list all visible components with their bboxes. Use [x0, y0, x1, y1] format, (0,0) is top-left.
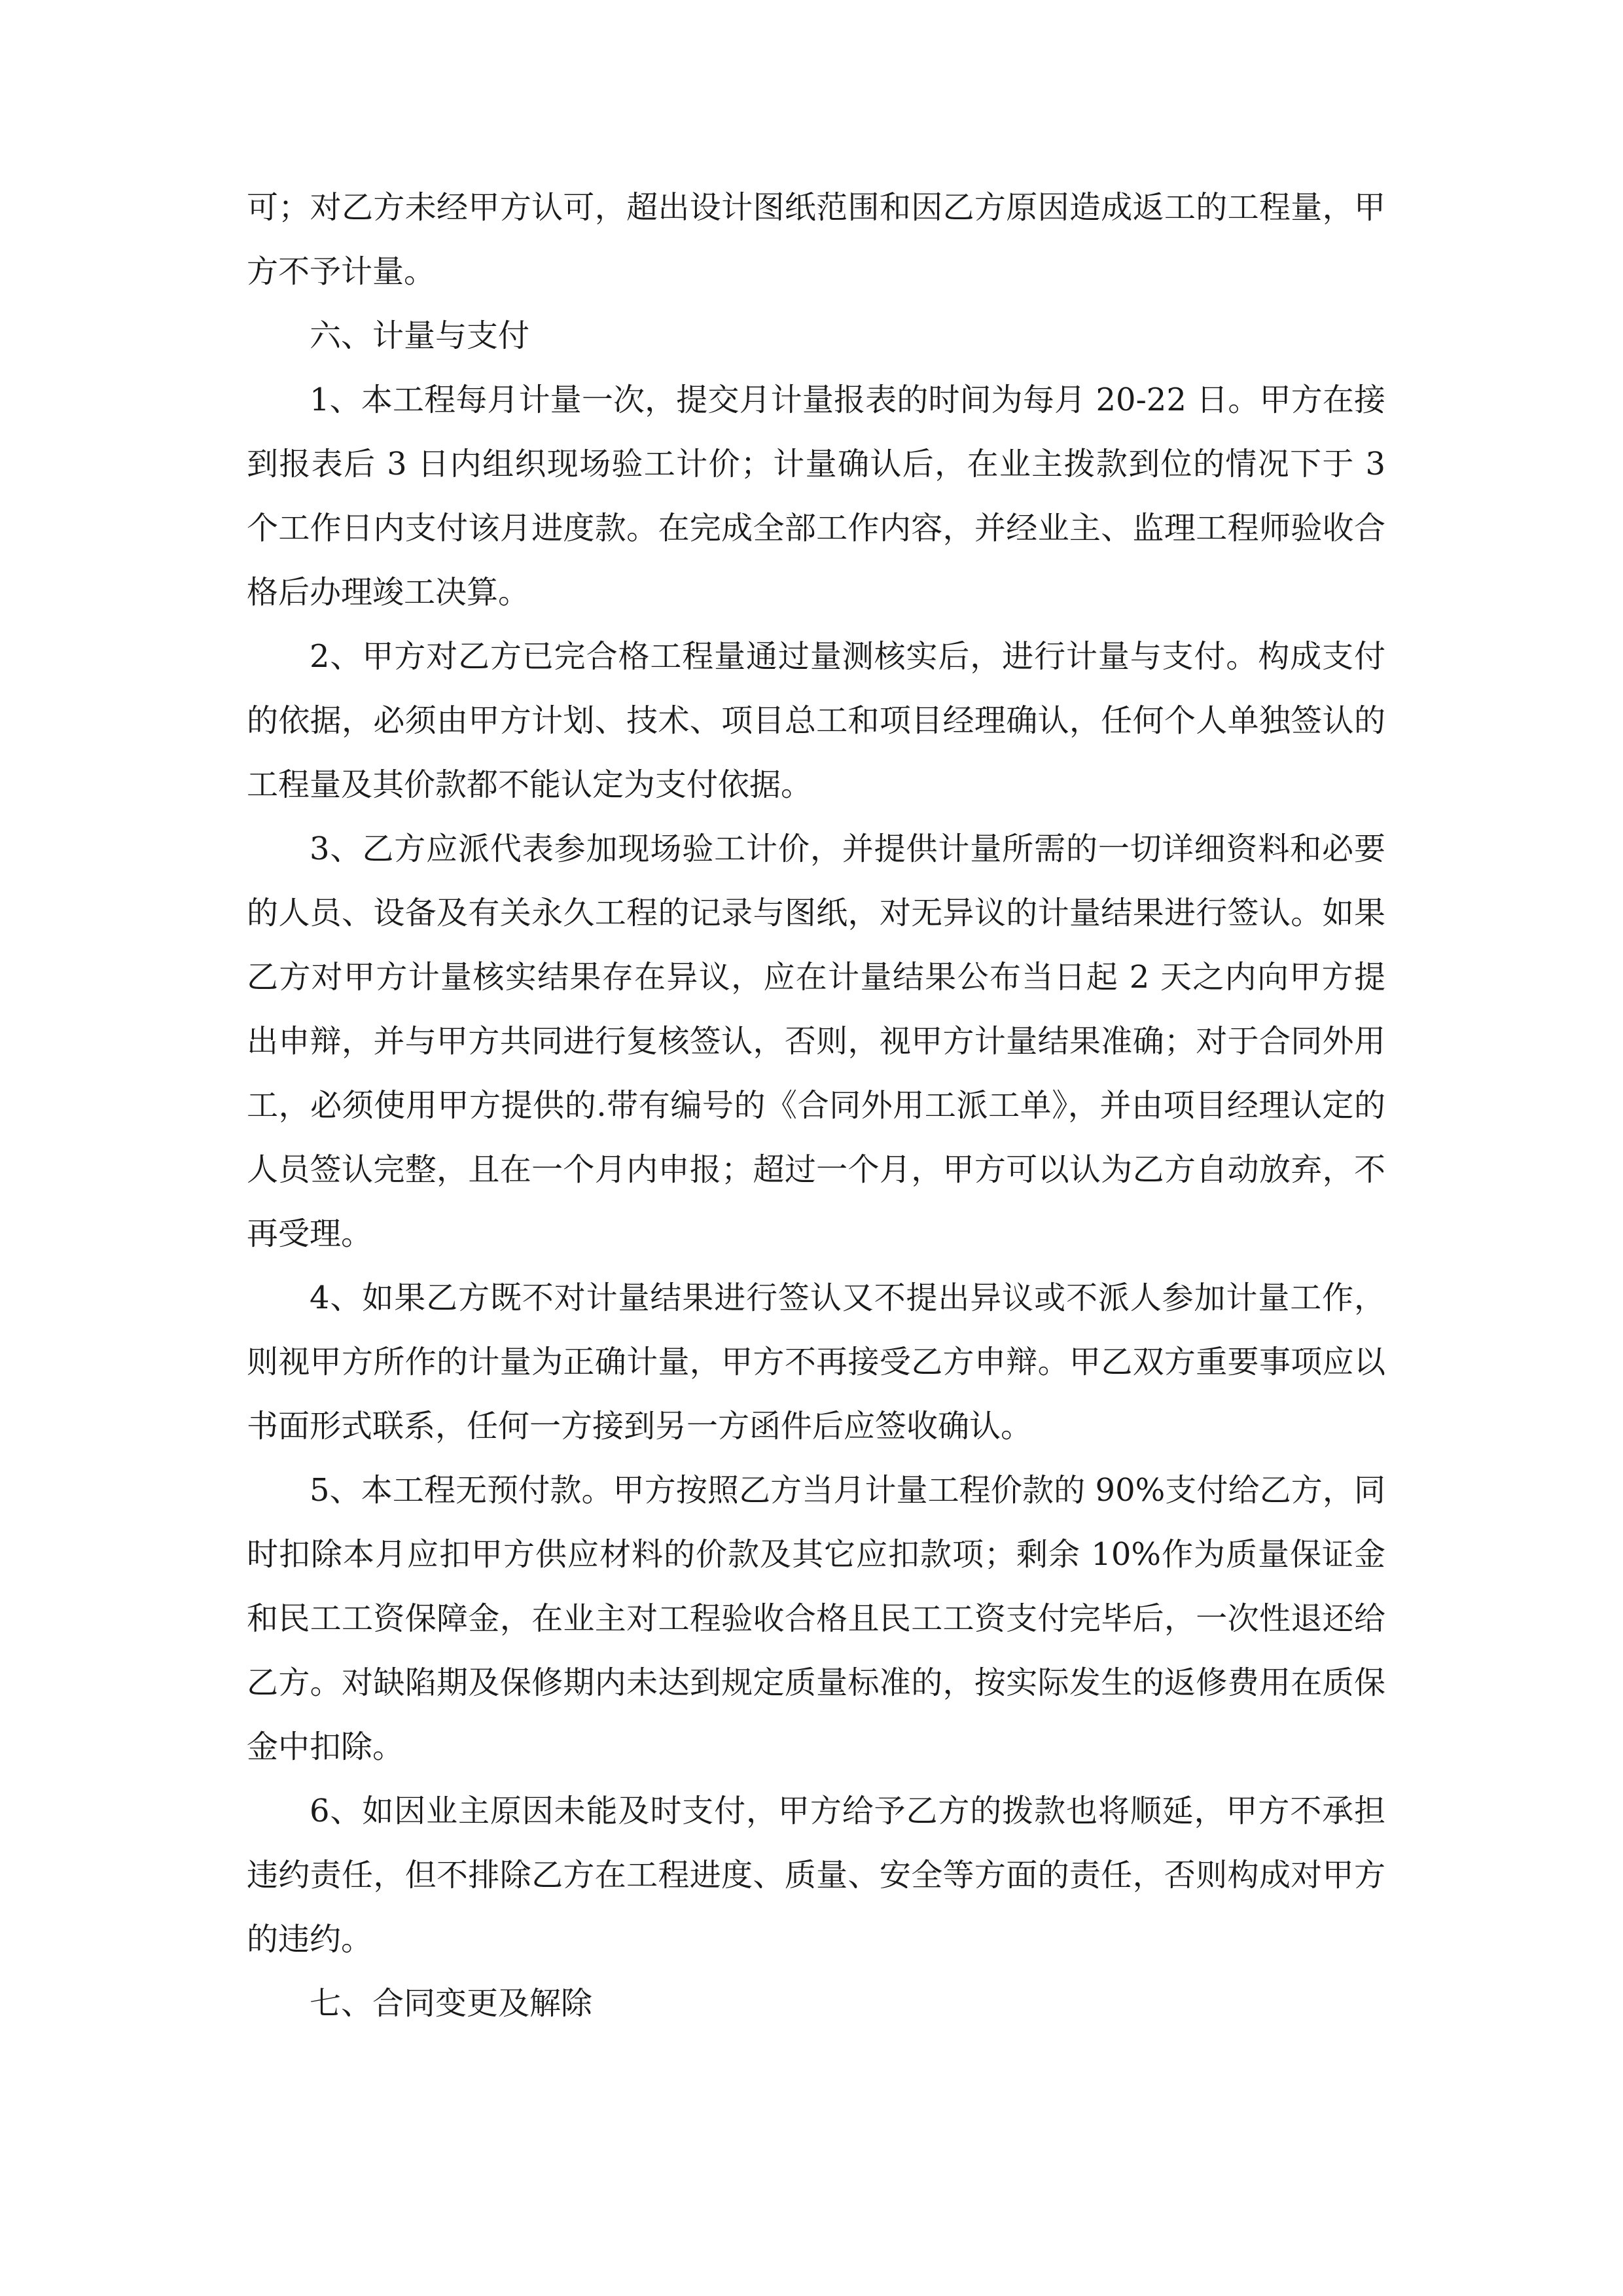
clause-6: 6、如因业主原因未能及时支付，甲方给予乙方的拨款也将顺延，甲方不承担违约责任，但不排除乙方在工程进度、质量、安全等方面的责任，否则构成对甲方的违约。 [247, 1793, 1385, 1958]
clause-4: 4、如果乙方既不对计量结果进行签认又不提出异议或不派人参加计量工作，则视甲方所作的计量为正确计量，甲方不再接受乙方申辩。甲乙双方重要事项应以书面形式联系，任何一方接到另一方函件后应签收确认。 [247, 1280, 1385, 1444]
paragraph-continuation: 可；对乙方未经甲方认可，超出设计图纸范围和因乙方原因造成返工的工程量，甲方不予计量。 [247, 189, 1385, 290]
clause-3: 3、乙方应派代表参加现场验工计价，并提供计量所需的一切详细资料和必要的人员、设备及有关永久工程的记录与图纸，对无异议的计量结果进行签认。如果乙方对甲方计量核实结果存在异议，应在计量结果公布当日起 2 天之内向甲方提出申辩，并与甲方共同进行复核签认，否则，视甲方计量结果准确；对于合同外用工，必须使用甲方提供的.带有编号的《合同外用工派工单》，并由项目经理认定的人员签认完整，且在一个月内申报；超过一个月，甲方可以认为乙方自动放弃，不再受理。 [247, 831, 1385, 1252]
document-body [247, 175, 1385, 2036]
section-heading-seven: 七、合同变更及解除 [310, 1985, 593, 2022]
clause-5: 5、本工程无预付款。甲方按照乙方当月计量工程价款的 90%支付给乙方，同时扣除本月应扣甲方供应材料的价款及其它应扣款项；剩余 10%作为质量保证金和民工工资保障金，在业主对工程验收合格且民工工资支付完毕后，一次性退还给乙方。对缺陷期及保修期内未达到规定质量标准的，按实际发生的返修费用在质保金中扣除。 [247, 1472, 1385, 1765]
section-heading-six: 六、计量与支付 [310, 317, 530, 354]
clause-2: 2、甲方对乙方已完合格工程量通过量测核实后，进行计量与支付。构成支付的依据，必须由甲方计划、技术、项目总工和项目经理确认，任何个人单独签认的工程量及其价款都不能认定为支付依据。 [247, 638, 1385, 803]
clause-1: 1、本工程每月计量一次，提交月计量报表的时间为每月 20-22 日。甲方在接到报表后 3 日内组织现场验工计价；计量确认后，在业主拨款到位的情况下于 3 个工作日内支付该月进度款。在完成全部工作内容，并经业主、监理工程师验收合格后办理竣工决算。 [247, 382, 1385, 611]
